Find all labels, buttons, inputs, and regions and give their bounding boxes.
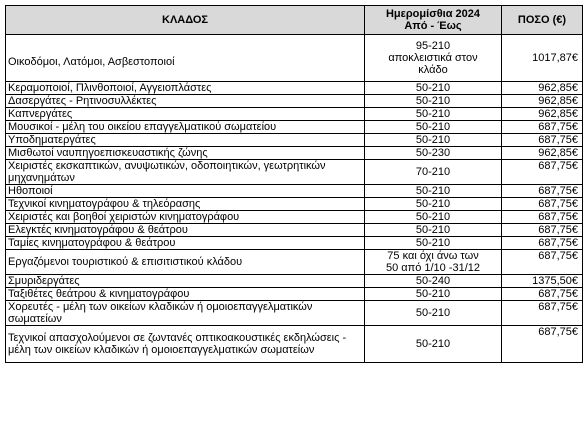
cell-poso: 962,85€ [502,95,583,108]
header-klados: ΚΛΑΔΟΣ [6,6,365,35]
table-row [6,288,583,301]
table-row [6,185,583,198]
header-imeromisthia-line1: Ημερομίσθια 2024 [385,8,481,20]
cell-poso: 687,75€ [502,134,583,147]
cell-imeromisthia: 50-240 [365,275,502,288]
cell-imeromisthia: 50-210 [365,198,502,211]
header-imeromisthia-line2: Από - Έως [404,20,462,32]
cell-poso: 687,75€ [502,288,583,301]
table-row [6,275,583,288]
cell-poso: 962,85€ [502,147,583,160]
cell-poso: 687,75€ [502,224,583,237]
table-row [6,211,583,224]
cell-imeromisthia: 50-210 [365,288,502,301]
cell-klados: Κεραμοποιοί, Πλινθοποιοί, Αγγειοπλάστες [6,82,365,95]
table-row [6,121,583,134]
cell-poso: 687,75€ [502,121,583,134]
cell-klados: Τεχνικοί απασχολούμενοι σε ζωντανές οπτικοακουστικές εκδηλώσεις - μέλη των οικείων κλαδικών ή ομοιοεπαγγελματικών σωματείων [6,326,365,363]
cell-klados: Σμυριδεργάτες [6,275,365,288]
imeromisthia-line: αποκλειστικά στον [388,52,478,64]
cell-klados: Μισθωτοί ναυπηγοεπισκευαστικής ζώνης [6,147,365,160]
imeromisthia-line: 50 από 1/10 -31/12 [385,262,481,274]
cell-imeromisthia: 50-210 [365,224,502,237]
cell-poso: 962,85€ [502,82,583,95]
cell-imeromisthia [365,35,502,82]
cell-imeromisthia [365,250,502,275]
table-row [6,198,583,211]
table-row [6,301,583,326]
cell-poso: 687,75€ [502,326,583,363]
cell-imeromisthia: 50-230 [365,147,502,160]
cell-poso: 1017,87€ [502,35,583,82]
table-row [6,224,583,237]
cell-poso: 687,75€ [502,160,583,185]
cell-klados: Χειριστές και βοηθοί χειριστών κινηματογράφου [6,211,365,224]
cell-klados: Ταμίες κινηματογράφου & θεάτρου [6,237,365,250]
cell-poso: 687,75€ [502,185,583,198]
header-row [6,6,583,35]
table-row [6,160,583,185]
cell-imeromisthia: 50-210 [365,134,502,147]
table-row [6,147,583,160]
insurance-wages-table [5,5,583,363]
cell-klados: Ηθοποιοί [6,185,365,198]
cell-poso: 1375,50€ [502,275,583,288]
table-row [6,82,583,95]
cell-imeromisthia: 50-210 [365,301,502,326]
cell-imeromisthia: 50-210 [365,185,502,198]
cell-klados: Δασεργάτες - Ρητινοσυλλέκτες [6,95,365,108]
cell-klados: Τεχνικοί κινηματογράφου & τηλεόρασης [6,198,365,211]
table-row [6,134,583,147]
cell-imeromisthia: 50-210 [365,237,502,250]
cell-klados: Υποδηματεργάτες [6,134,365,147]
header-poso: ΠΟΣΟ (€) [502,6,583,35]
cell-klados: Χορευτές - μέλη των οικείων κλαδικών ή ομοιοεπαγγελματικών σωματείων [6,301,365,326]
cell-poso: 687,75€ [502,250,583,275]
table-row [6,237,583,250]
cell-poso: 687,75€ [502,211,583,224]
cell-imeromisthia: 50-210 [365,121,502,134]
cell-poso: 962,85€ [502,108,583,121]
table-row [6,108,583,121]
cell-imeromisthia: 50-210 [365,82,502,95]
cell-poso: 687,75€ [502,237,583,250]
table-row [6,250,583,275]
cell-klados: Μουσικοί - μέλη του οικείου επαγγελματικού σωματείου [6,121,365,134]
cell-poso: 687,75€ [502,301,583,326]
header-imeromisthia [365,6,502,35]
cell-imeromisthia: 50-210 [365,211,502,224]
cell-imeromisthia: 50-210 [365,108,502,121]
cell-klados: Οικοδόμοι, Λατόμοι, Ασβεστοποιοί [6,35,365,82]
cell-klados: Ελεγκτές κινηματογράφου & θεάτρου [6,224,365,237]
table-row [6,35,583,82]
imeromisthia-line: κλάδο [418,64,448,76]
cell-klados: Εργαζόμενοι τουριστικού & επισιτιστικού κλάδου [6,250,365,275]
cell-klados: Χειριστές εκσκαπτικών, ανυψωτικών, οδοποιητικών, γεωτρητικών μηχανημάτων [6,160,365,185]
cell-poso: 687,75€ [502,198,583,211]
cell-klados: Ταξιθέτες θεάτρου & κινηματογράφου [6,288,365,301]
cell-imeromisthia: 50-210 [365,95,502,108]
cell-klados: Καπνεργάτες [6,108,365,121]
cell-imeromisthia: 70-210 [365,160,502,185]
table-row [6,326,583,363]
cell-imeromisthia: 50-210 [365,326,502,363]
table-row [6,95,583,108]
imeromisthia-line: 95-210 [415,40,451,52]
imeromisthia-line: 75 και όχι άνω των [387,250,479,262]
